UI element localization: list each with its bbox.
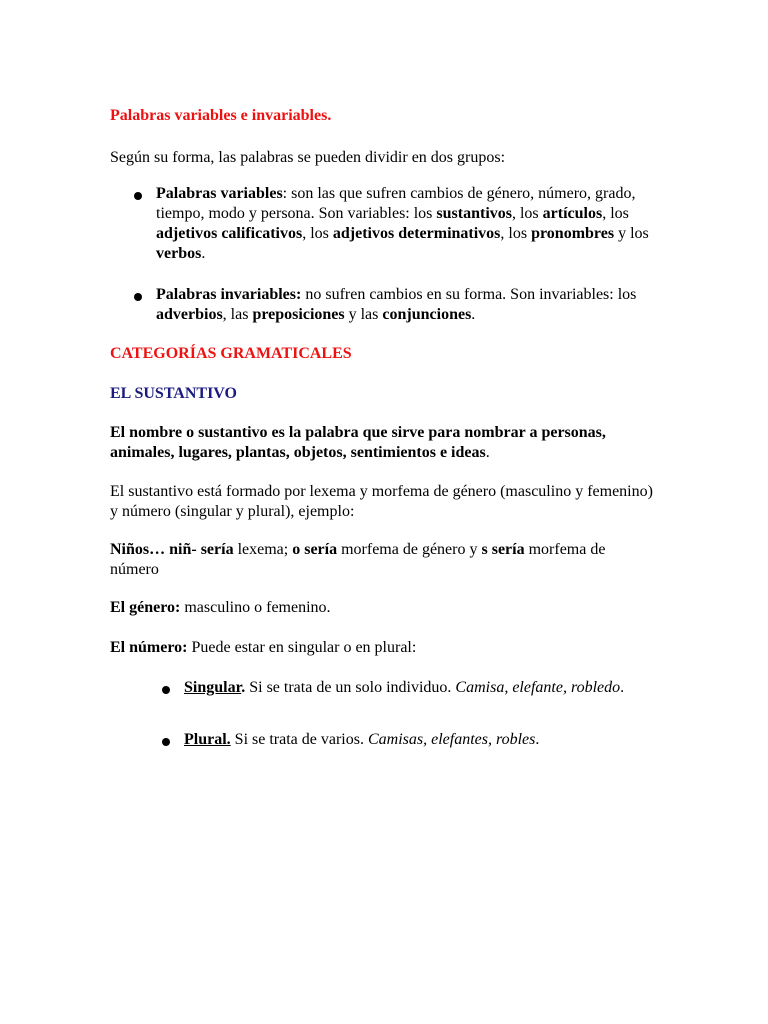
term-verbos: verbos <box>156 245 202 262</box>
singular-text: Si se trata de un solo individuo. <box>245 679 456 696</box>
heading-categories: CATEGORÍAS GRAMATICALES <box>110 345 352 362</box>
list-item-text: . <box>201 245 206 262</box>
singular-end: . <box>620 679 625 696</box>
definition-end: . <box>485 444 490 461</box>
list-item-text: , los <box>602 205 629 222</box>
example-bold: Niños… niñ- sería <box>110 541 234 558</box>
term-adverbios: adverbios <box>156 306 223 323</box>
example-paragraph <box>110 540 620 580</box>
bullet-icon <box>134 192 142 200</box>
genero-paragraph <box>110 598 670 618</box>
list-item-text: , los <box>511 205 543 222</box>
plural-text: Si se trata de varios. <box>230 731 368 748</box>
bullet-icon <box>134 293 142 301</box>
numero-label: El número: <box>110 639 188 656</box>
formation-paragraph: El sustantivo está formado por lexema y morfema de género (masculino y femenino) y número (singular y plural), ejemplo: <box>110 483 653 520</box>
heading-variables: Palabras variables e invariables. <box>110 107 332 124</box>
example-bold: o sería <box>292 541 338 558</box>
bullet-icon <box>162 738 170 746</box>
plural-label: Plural. <box>184 731 231 748</box>
list-item-text: y los <box>614 225 649 242</box>
list-item-text: : son las que sufren cambios de género, número, grado, tiempo, modo y persona. Son variables: los <box>156 185 636 222</box>
example-text: morfema de género y <box>337 541 482 558</box>
heading-sustantivo: EL SUSTANTIVO <box>110 385 237 402</box>
list-item-title: Palabras invariables: <box>156 286 302 303</box>
example-bold: s sería <box>481 541 525 558</box>
list-item-text: , los <box>500 225 532 242</box>
list-item-variables <box>156 184 656 264</box>
term-conjunciones: conjunciones <box>382 306 472 323</box>
term-preposiciones: preposiciones <box>252 306 345 323</box>
list-item-singular <box>184 678 634 698</box>
list-item-plural <box>184 730 634 750</box>
list-item-text: , los <box>302 225 333 242</box>
list-item-text: no sufren cambios en su forma. Son invariables: los <box>301 286 637 303</box>
plural-end: . <box>535 731 540 748</box>
list-item-title: Palabras variables <box>156 185 283 202</box>
example-text: morfema de número <box>110 541 606 578</box>
list-item-text: y las <box>344 306 383 323</box>
singular-label: Singular <box>184 679 242 696</box>
numero-text: Puede estar en singular o en plural: <box>187 639 417 656</box>
list-item-text: , las <box>222 306 253 323</box>
intro-paragraph: Según su forma, las palabras se pueden dividir en dos grupos: <box>110 149 506 166</box>
list-item-invariables <box>156 285 656 325</box>
genero-text: masculino o femenino. <box>180 599 331 616</box>
singular-examples: Camisa, elefante, robledo <box>455 679 621 696</box>
bullet-icon <box>162 686 170 694</box>
term-pronombres: pronombres <box>531 225 615 242</box>
definition-text: El nombre o sustantivo es la palabra que sirve para nombrar a personas, animales, lugares, plantas, objetos, sentimientos e ideas <box>110 424 606 461</box>
plural-examples: Camisas, elefantes, robles <box>367 731 536 748</box>
term-adjetivos-determinativos: adjetivos determinativos <box>332 225 501 242</box>
genero-label: El género: <box>110 599 181 616</box>
term-sustantivos: sustantivos <box>436 205 512 222</box>
singular-dot: . <box>241 679 246 696</box>
numero-paragraph <box>110 638 670 658</box>
term-articulos: artículos <box>542 205 603 222</box>
list-item-text: . <box>471 306 476 323</box>
definition-paragraph <box>110 423 630 463</box>
example-text: lexema; <box>233 541 293 558</box>
term-adjetivos-calificativos: adjetivos calificativos <box>156 225 303 242</box>
